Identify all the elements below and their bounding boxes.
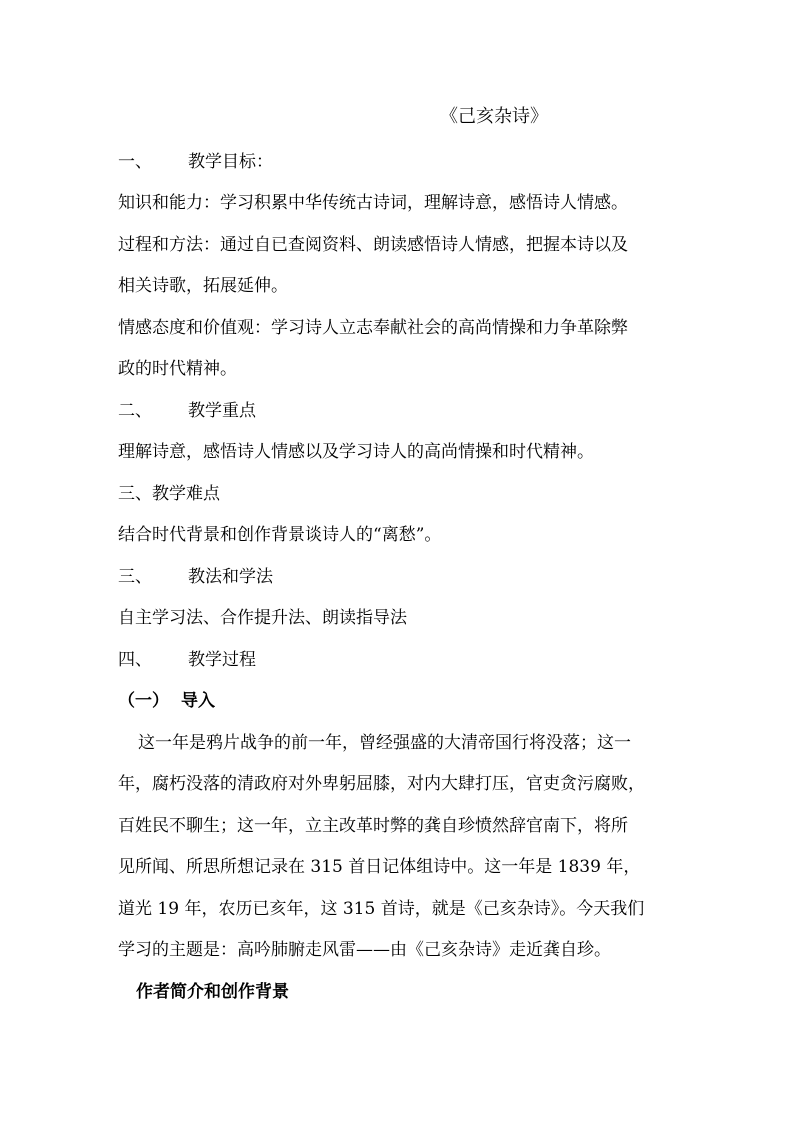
intro-paragraph-line: 百姓民不聊生；这一年，立主改革时弊的龚自珍愤然辞官南下，将所 (118, 816, 628, 836)
subsection-intro-heading (118, 691, 215, 711)
section-goals-heading (118, 152, 273, 172)
intro-paragraph-line: 见所闻、所思所想记录在 315 首日记体组诗中。这一年是 1839 年， (118, 857, 641, 877)
methods-text: 自主学习法、合作提升法、朗读指导法 (118, 608, 407, 628)
section-number: 一、 (118, 152, 152, 172)
goals-text-line: 过程和方法：通过自已查阅资料、朗读感悟诗人情感，把握本诗以及 (118, 235, 628, 255)
section-label: 教学重点 (188, 401, 256, 421)
intro-paragraph-line: 道光 19 年，农历已亥年，这 315 首诗，就是《己亥杂诗》。今天我们 (118, 899, 645, 919)
section-label: 教学过程 (188, 650, 256, 670)
intro-paragraph-line: 年，腐朽没落的清政府对外卑躬屈膝，对内大肆打压，官吏贪污腐败， (118, 774, 645, 794)
section-number: 三、 (118, 567, 152, 587)
subsection-number: （一） (118, 691, 169, 711)
goals-text-line: 政的时代精神。 (118, 359, 237, 379)
section-methods-heading (118, 567, 273, 587)
goals-text-line: 情感态度和价值观：学习诗人立志奉献社会的高尚情操和力争革除弊 (118, 318, 628, 338)
subsection-label: 导入 (181, 691, 215, 711)
section-process-heading (118, 650, 256, 670)
difficulties-text: 结合时代背景和创作背景谈诗人的“离愁”。 (118, 525, 442, 545)
key-points-text: 理解诗意，感悟诗人情感以及学习诗人的高尚情操和时代精神。 (118, 442, 594, 462)
goals-text-line: 相关诗歌，拓展延伸。 (118, 276, 288, 296)
section-difficulties-heading: 三、教学难点 (118, 484, 220, 504)
intro-paragraph-line: 这一年是鸦片战争的前一年，曾经强盛的大清帝国行将没落；这一 (138, 733, 631, 753)
section-number: 二、 (118, 401, 152, 421)
background-heading: 作者简介和创作背景 (136, 982, 289, 1002)
goals-text-line: 知识和能力：学习积累中华传统古诗词，理解诗意，感悟诗人情感。 (118, 193, 628, 213)
section-key-points-heading (118, 401, 256, 421)
section-number: 四、 (118, 650, 152, 670)
section-label: 教法和学法 (188, 567, 273, 587)
intro-paragraph-line: 学习的主题是：高吟肺腑走风雷——由《己亥杂诗》走近龚自珍。 (118, 940, 611, 960)
document-title: 《己亥杂诗》 (440, 106, 548, 127)
section-label: 教学目标： (188, 152, 273, 172)
